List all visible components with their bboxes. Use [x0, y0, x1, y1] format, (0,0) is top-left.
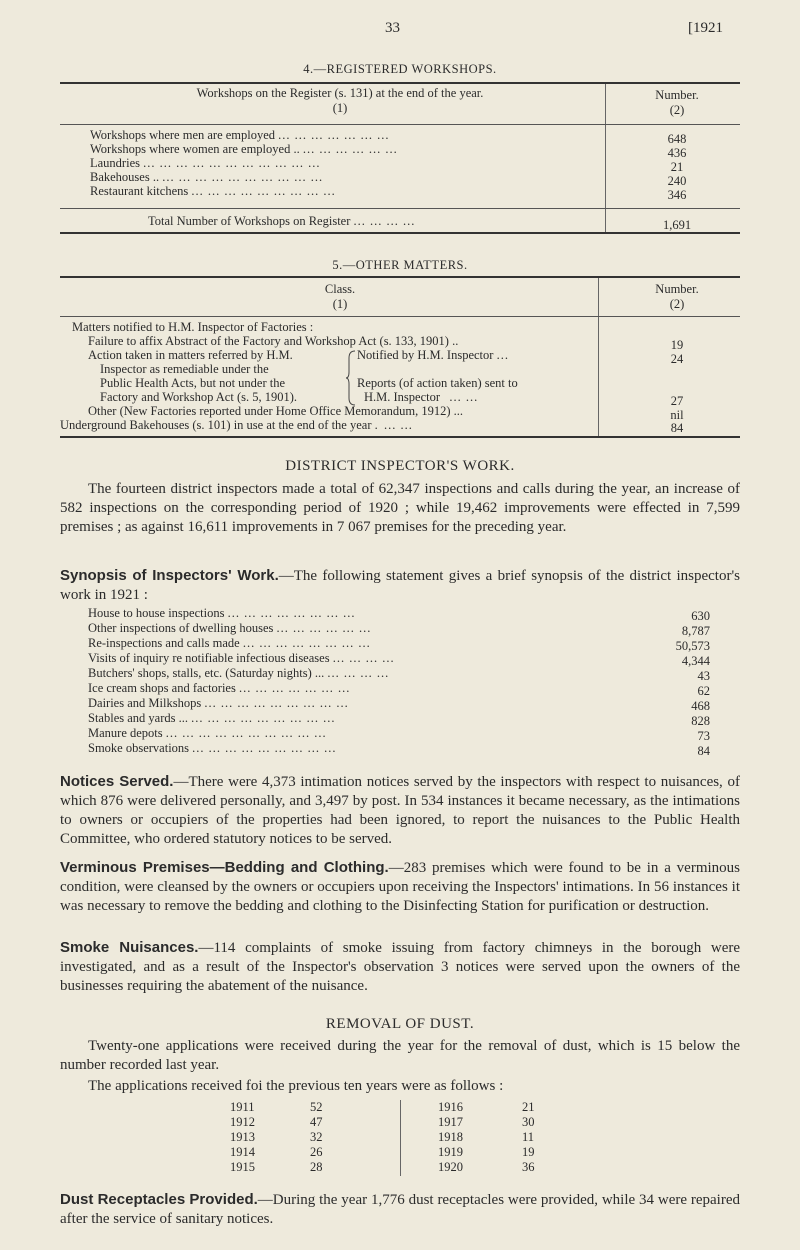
workshops-title: 4.—REGISTERED WORKSHOPS. [303, 62, 497, 76]
column-divider [400, 1100, 401, 1176]
notices-heading: Notices Served. [60, 773, 174, 790]
list-item: Butchers' shops, stalls, etc. (Saturday nights) ... ... ... ... ... [88, 666, 390, 680]
district-paragraph: The fourteen district inspectors made a total of 62,347 inspections and calls during the year, an increase of 582 inspections on the corresponding period of 1920 ; while 19,462 improvements were effected in 7,599 premises ; as against 16,611 improvements in 7 067 premises for the preceding year. [60, 481, 740, 535]
year-value: 11 [522, 1130, 535, 1144]
row-value: 436 [667, 146, 687, 160]
table-row: Other (New Factories reported under Home Office Memorandum, 1912) ... [88, 404, 463, 418]
other-col2-sub: (2) [669, 297, 685, 311]
other-col1-sub: (1) [332, 297, 348, 311]
list-item: Smoke observations ... ... ... ... ... ... ... ... ... [88, 741, 337, 755]
table-row: Matters notified to H.M. Inspector of Factories : [72, 320, 314, 334]
year-value: 21 [522, 1100, 535, 1114]
smoke-heading: Smoke Nuisances. [60, 939, 199, 956]
table-row: Inspector as remediable under the [100, 362, 269, 376]
list-value: 43 [697, 669, 710, 683]
row-value: 240 [667, 174, 687, 188]
year-cell: 1920 [438, 1160, 463, 1174]
table-rule [60, 124, 740, 125]
page-number: 33 [385, 20, 400, 36]
list-item: Dairies and Milkshops ... ... ... ... ... ... ... ... ... [88, 696, 349, 710]
table-row: Failure to affix Abstract of the Factory and Workshop Act (s. 133, 1901) .. [88, 334, 459, 348]
page-year: [1921 [688, 20, 723, 36]
year-cell: 1911 [230, 1100, 255, 1114]
other-col1-header: Class. [324, 282, 356, 296]
total-label: Total Number of Workshops on Register ... ... ... ... [148, 214, 416, 228]
list-item: Ice cream shops and factories ... ... ... ... ... ... ... [88, 681, 351, 695]
list-item: Manure depots ... ... ... ... ... ... ... ... ... ... [88, 726, 327, 740]
table-row: Action taken in matters referred by H.M. [88, 348, 293, 362]
year-value: 32 [310, 1130, 323, 1144]
synopsis-heading: Synopsis of Inspectors' Work. [60, 567, 279, 584]
table-rule [60, 276, 740, 278]
list-item: House to house inspections ... ... ... ... ... ... ... ... [88, 606, 356, 620]
year-value: 52 [310, 1100, 323, 1114]
workshops-col1-sub: (1) [332, 101, 348, 115]
list-value: 8,787 [681, 624, 710, 638]
reports-label: H.M. Inspector ... ... [364, 390, 479, 404]
table-rule [60, 436, 740, 438]
receptacles-paragraph: Dust Receptacles Provided.—During the year 1,776 dust receptacles were provided, while 34 were repaired after the service of sanitary notices. [60, 1191, 740, 1227]
list-item: Re-inspections and calls made ... ... ... ... ... ... ... ... [88, 636, 371, 650]
other-title: 5.—OTHER MATTERS. [332, 258, 468, 272]
list-item: Stables and yards ... ... ... ... ... ... ... ... ... ... [88, 711, 336, 725]
list-value: 4,344 [681, 654, 710, 668]
synopsis-paragraph: Synopsis of Inspectors' Work.—The following statement gives a brief synopsis of the district inspector's work in 1921 : [60, 567, 741, 603]
list-value: 50,573 [675, 639, 710, 653]
year-value: 19 [522, 1145, 535, 1159]
other-body [60, 320, 740, 440]
year-value: 26 [310, 1145, 323, 1159]
year-cell: 1912 [230, 1115, 255, 1129]
year-value: 36 [522, 1160, 535, 1174]
brace-icon [346, 350, 356, 406]
year-value: 28 [310, 1160, 323, 1174]
list-value: 630 [691, 609, 710, 623]
other-header [60, 282, 740, 316]
year-value: 30 [522, 1115, 535, 1129]
row-value: 648 [667, 132, 687, 146]
table-rule [60, 232, 740, 234]
reports-label: Reports (of action taken) sent to [357, 376, 518, 390]
year-cell: 1919 [438, 1145, 463, 1159]
notified-label: Notified by H.M. Inspector ... [357, 348, 509, 362]
table-row: Workshops where men are employed ... ... ... ... ... ... ... [90, 128, 390, 142]
district-heading: DISTRICT INSPECTOR'S WORK. [285, 458, 515, 474]
year-cell: 1916 [438, 1100, 463, 1114]
row-value: 21 [670, 160, 684, 174]
dust-heading: REMOVAL OF DUST. [325, 1016, 475, 1032]
receptacles-heading: Dust Receptacles Provided. [60, 1191, 258, 1208]
notices-paragraph: Notices Served.—There were 4,373 intimation notices served by the inspectors with respect to nuisances, of which 876 were delivered personally, and 3,497 by post. In 534 instances it became necessary, as the intimations to owners or occupiers of the properties had been ignored, to report the nuisances to the Public Health Committee, who ordered statutory notices to be served. [60, 773, 740, 847]
workshops-body [60, 128, 740, 208]
verminous-paragraph: Verminous Premises—Bedding and Clothing.—283 premises which were found to be in a verminous condition, were cleansed by the owners or occupiers upon receiving the Inspectors' intimations. In 56 instances it was necessary to remove the bedding and clothing to the Disinfecting Station for purification or destruction. [60, 859, 740, 914]
year-cell: 1917 [438, 1115, 463, 1129]
workshops-col2-sub: (2) [669, 103, 685, 117]
row-value: 27 [670, 394, 684, 408]
dust-intro: The applications received foi the previous ten years were as follows : [88, 1078, 504, 1094]
year-value: 47 [310, 1115, 323, 1129]
row-value: 84 [670, 421, 684, 435]
table-row: Underground Bakehouses (s. 101) in use at the end of the year . ... ... [60, 418, 413, 432]
dust-paragraph: Twenty-one applications were received during the year for the removal of dust, which is 15 below the number recorded last year. [60, 1038, 740, 1073]
row-value: nil [670, 408, 684, 422]
table-row: Bakehouses .. ... ... ... ... ... ... ... ... ... ... [90, 170, 324, 184]
list-value: 828 [691, 714, 710, 728]
table-rule [60, 316, 740, 317]
list-value: 73 [697, 729, 710, 743]
workshops-col1-header: Workshops on the Register (s. 131) at the end of the year. [196, 86, 484, 100]
table-row: Workshops where women are employed .. ... ... ... ... ... ... [90, 142, 398, 156]
row-value: 346 [667, 188, 687, 202]
row-value: 19 [670, 338, 684, 352]
table-rule [60, 208, 740, 209]
table-rule [60, 82, 740, 84]
year-cell: 1913 [230, 1130, 255, 1144]
list-value: 84 [697, 744, 710, 758]
list-value: 468 [691, 699, 710, 713]
table-row: Restaurant kitchens ... ... ... ... ... ... ... ... ... [90, 184, 336, 198]
smoke-paragraph: Smoke Nuisances.—114 complaints of smoke issuing from factory chimneys in the borough were investigated, and as a result of the Inspector's observation 3 notices were served upon the owners of the businesses requiring the abatement of the nuisance. [60, 939, 741, 994]
verminous-heading: Verminous Premises—Bedding and Clothing. [60, 859, 389, 876]
year-cell: 1918 [438, 1130, 463, 1144]
year-cell: 1914 [230, 1145, 255, 1159]
year-cell: 1915 [230, 1160, 255, 1174]
workshops-total [60, 214, 740, 230]
workshops-header [60, 86, 740, 126]
table-row: Laundries ... ... ... ... ... ... ... ... ... ... ... [90, 156, 321, 170]
total-value: 1,691 [662, 218, 692, 232]
list-value: 62 [697, 684, 710, 698]
list-item: Visits of inquiry re notifiable infectious diseases ... ... ... ... [88, 651, 395, 665]
table-row: Factory and Workshop Act (s. 5, 1901). [100, 390, 298, 404]
workshops-col2-header: Number. [655, 88, 699, 102]
row-value: 24 [670, 352, 684, 366]
table-row: Public Health Acts, but not under the [100, 376, 286, 390]
list-item: Other inspections of dwelling houses ... ... ... ... ... ... [88, 621, 372, 635]
other-col2-header: Number. [655, 282, 699, 296]
